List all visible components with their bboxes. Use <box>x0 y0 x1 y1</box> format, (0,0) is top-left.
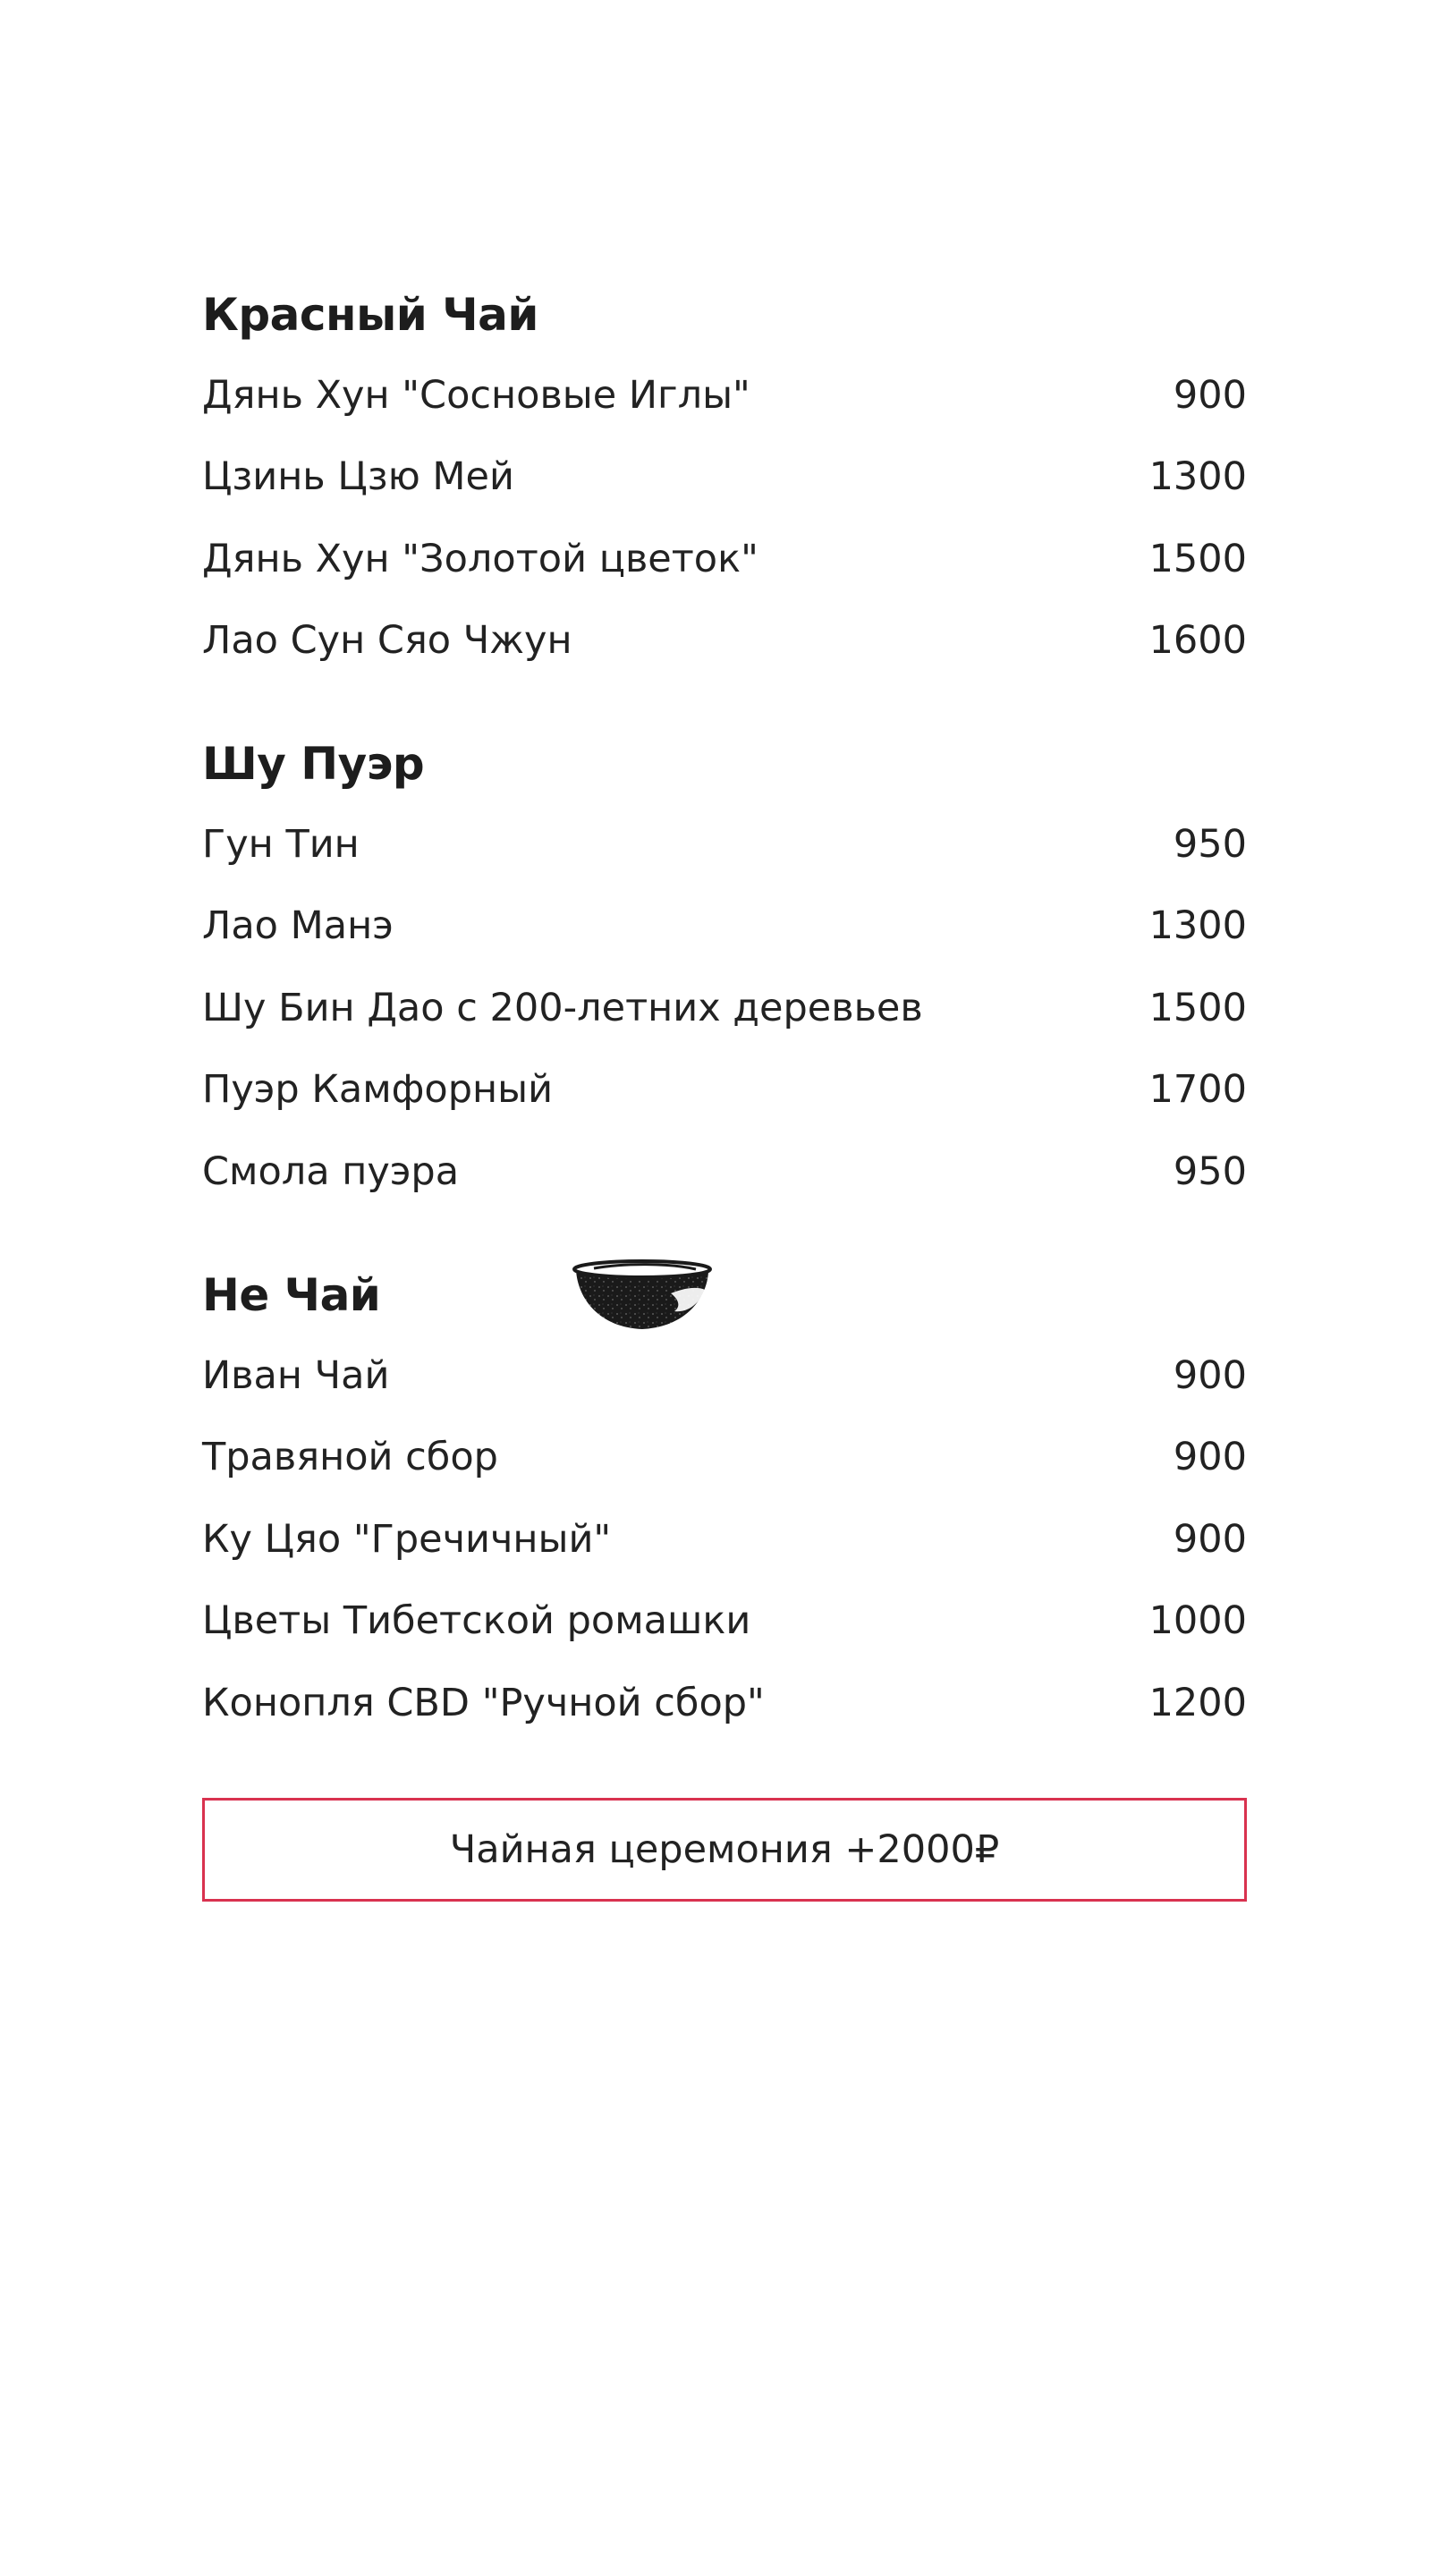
item-name: Цзинь Цзю Мей <box>202 454 514 500</box>
item-price: 900 <box>1173 1435 1247 1480</box>
item-name: Лао Манэ <box>202 903 394 949</box>
item-price: 1500 <box>1148 985 1247 1030</box>
menu-item-list <box>202 1335 1247 1744</box>
section-title: Шу Пуэр <box>202 738 425 790</box>
item-price: 900 <box>1173 1516 1247 1562</box>
tea-ceremony-box <box>202 1798 1247 1902</box>
menu-item <box>202 1131 1247 1213</box>
item-name: Гун Тин <box>202 821 360 867</box>
item-price: 900 <box>1173 372 1247 418</box>
section-title: Красный Чай <box>202 289 538 341</box>
menu-item <box>202 886 1247 968</box>
item-price: 1500 <box>1148 536 1247 581</box>
item-name: Ку Цяо "Гречичный" <box>202 1516 612 1562</box>
menu-item-list <box>202 803 1247 1213</box>
item-name: Иван Чай <box>202 1352 390 1398</box>
item-name: Конопля CBD "Ручной сбор" <box>202 1680 765 1725</box>
menu-item <box>202 354 1247 436</box>
menu-item <box>202 436 1247 519</box>
menu-item <box>202 1662 1247 1744</box>
item-name: Дянь Хун "Сосновые Иглы" <box>202 372 750 418</box>
menu-item <box>202 1498 1247 1580</box>
item-name: Цветы Тибетской ромашки <box>202 1598 751 1644</box>
item-price: 950 <box>1173 821 1247 867</box>
item-price: 1200 <box>1148 1680 1247 1725</box>
item-price: 1700 <box>1148 1067 1247 1113</box>
tea-ceremony-label: Чайная церемония +2000₽ <box>449 1827 1000 1872</box>
item-name: Смола пуэра <box>202 1148 460 1194</box>
menu-item <box>202 1417 1247 1499</box>
menu-item <box>202 967 1247 1049</box>
item-price: 1300 <box>1148 903 1247 949</box>
item-price: 1600 <box>1148 618 1247 664</box>
item-price: 1300 <box>1148 454 1247 500</box>
item-price: 1000 <box>1148 1598 1247 1644</box>
item-price: 900 <box>1173 1352 1247 1398</box>
menu-item <box>202 600 1247 682</box>
menu-item <box>202 518 1247 600</box>
tea-bowl-icon <box>571 1258 712 1331</box>
item-price: 950 <box>1173 1148 1247 1194</box>
item-name: Травяной сбор <box>202 1435 498 1480</box>
item-name: Лао Сун Сяо Чжун <box>202 618 572 664</box>
item-name: Пуэр Камфорный <box>202 1067 554 1113</box>
menu-item <box>202 1335 1247 1417</box>
menu-item <box>202 803 1247 886</box>
item-name: Шу Бин Дао с 200-летних деревьев <box>202 985 923 1030</box>
menu-item <box>202 1580 1247 1663</box>
menu-item <box>202 1049 1247 1131</box>
item-name: Дянь Хун "Золотой цветок" <box>202 536 758 581</box>
section-title: Не Чай <box>202 1269 381 1321</box>
menu-item-list <box>202 354 1247 682</box>
